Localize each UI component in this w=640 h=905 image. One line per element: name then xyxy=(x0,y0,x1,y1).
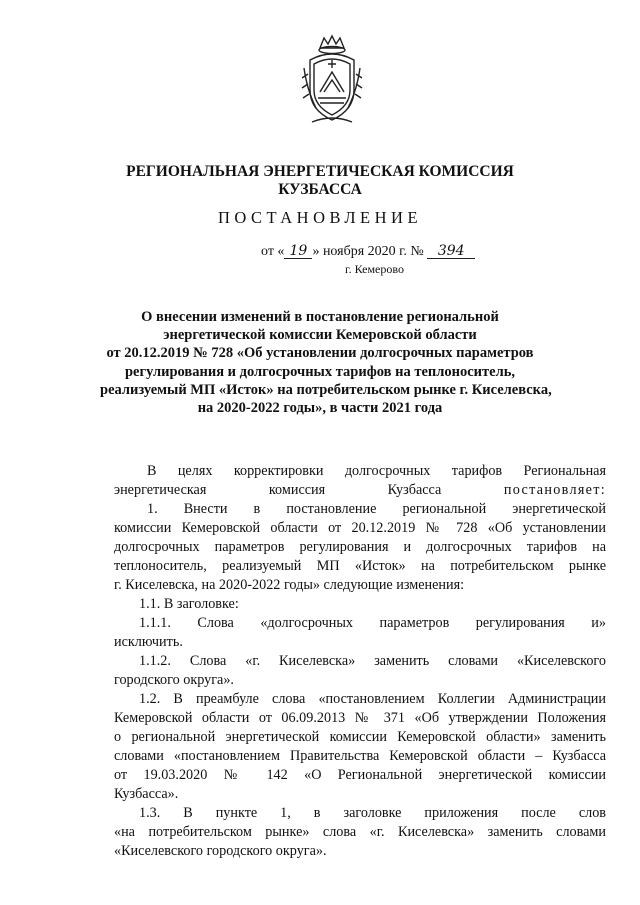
body-line: городского округа». xyxy=(114,672,234,688)
handwritten-day: 19 xyxy=(284,244,312,259)
body-line: «Киселевского городского округа». xyxy=(114,843,327,859)
body-line: 1.1. В заголовке: xyxy=(139,596,239,612)
title-line: регулирования и долгосрочных тарифов на теплоноситель, xyxy=(124,363,515,380)
body-line: В целях корректировки долгосрочных тарифов Региональная xyxy=(147,463,606,479)
title-line: О внесении изменений в постановление региональной xyxy=(141,309,499,325)
body-line: от 19.03.2020 № 142 «О Региональной энергетической комиссии xyxy=(114,767,606,783)
title-line: реализуемый МП «Исток» на потребительском рынке г. Киселевска, xyxy=(100,381,552,398)
body-line: исключить. xyxy=(114,634,183,650)
title-line: на 2020-2022 годы», в части 2021 года xyxy=(197,400,443,417)
date-prefix: от « xyxy=(261,244,285,259)
organization-name-region: КУЗБАССА xyxy=(278,181,362,198)
body-line: 1.2. В преамбуле слова «постановлением Коллегии Администрации xyxy=(139,691,606,707)
body-line: о региональной энергетической комиссии Кемеровской области» заменить xyxy=(114,729,606,745)
body-line: комиссии Кемеровской области от 20.12.2019 № 728 «Об установлении xyxy=(114,520,606,536)
document-date-line xyxy=(261,244,475,260)
body-line: 1.3. В пункте 1, в заголовке приложения после слов xyxy=(139,805,606,821)
document-city: г. Кемерово xyxy=(345,262,404,276)
document-title xyxy=(100,308,552,417)
body-line: Кузбасса». xyxy=(114,786,179,802)
body-line: Кемеровской области от 06.09.2013 № 371 «Об утверждении Положения xyxy=(114,710,606,726)
handwritten-document-number: 394 xyxy=(427,244,475,259)
body-line: «на потребительском рынке» слова «г. Киселевска» заменить словами xyxy=(114,824,606,840)
title-line: от 20.12.2019 № 728 «Об установлении долгосрочных параметров xyxy=(106,345,534,362)
body-line: 1.1.2. Слова «г. Киселевска» заменить словами «Киселевского xyxy=(139,653,606,669)
document-type: ПОСТАНОВЛЕНИЕ xyxy=(217,208,423,227)
coat-of-arms-emblem-icon xyxy=(300,34,364,128)
body-line: 1.1.1. Слова «долгосрочных параметров регулирования и» xyxy=(139,615,606,631)
body-line: энергетическая комиссия Кузбасса постановляет: xyxy=(114,482,606,498)
organization-name: РЕГИОНАЛЬНАЯ ЭНЕРГЕТИЧЕСКАЯ КОМИССИЯ xyxy=(126,163,514,180)
body-line: теплоноситель, реализуемый МП «Исток» на потребительском рынке xyxy=(114,558,606,574)
document-body xyxy=(114,462,606,861)
title-line: энергетической комиссии Кемеровской области xyxy=(163,327,477,344)
body-line: долгосрочных параметров регулирования и долгосрочных тарифов на xyxy=(114,539,606,555)
body-line: словами «постановлением Правительства Кемеровской области – Кузбасса xyxy=(114,748,606,764)
body-line: г. Киселевска, на 2020-2022 годы» следующие изменения: xyxy=(114,577,465,593)
body-line: 1. Внести в постановление региональной энергетической xyxy=(147,501,606,517)
date-month-year: » ноября 2020 г. № xyxy=(312,244,424,259)
